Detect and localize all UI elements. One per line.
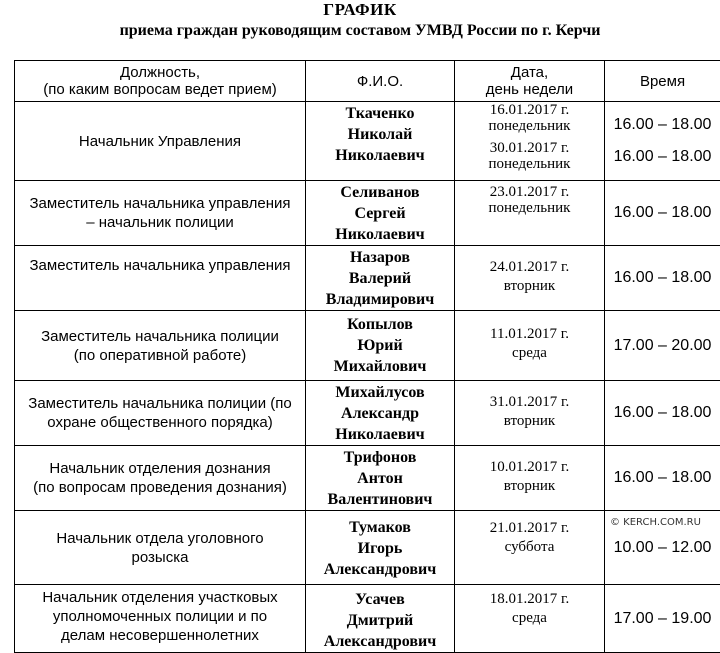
position-cell: [15, 381, 306, 446]
date-cell: [455, 511, 605, 585]
name-line: Валерий: [308, 268, 452, 289]
name-line: Юрий: [308, 335, 452, 356]
name-line: Михайлович: [308, 356, 452, 377]
time-cell: [605, 246, 720, 311]
position-line: уполномоченных полиции и по: [17, 607, 303, 626]
date-cell: [455, 311, 605, 381]
position-cell: [15, 511, 306, 585]
date-cell: [455, 246, 605, 311]
name-cell: [306, 585, 455, 653]
name-line: Антон: [308, 468, 452, 489]
column-header-position-line: (по каким вопросам ведет прием): [17, 81, 303, 98]
table-row: [15, 381, 720, 446]
weekday-line: суббота: [457, 538, 602, 557]
column-header-position-line: Должность,: [17, 64, 303, 81]
column-header-date-line: Дата,: [457, 64, 602, 81]
position-cell: [15, 181, 306, 246]
position-line: (по вопросам проведения дознания): [17, 478, 303, 497]
position-line: Заместитель начальника управления: [17, 256, 303, 275]
position-line: делам несовершеннолетних: [17, 626, 303, 645]
position-line: Заместитель начальника полиции: [17, 327, 303, 346]
name-line: Усачев: [308, 589, 452, 610]
name-line: Александр: [308, 403, 452, 424]
position-line: Начальник отделения участковых: [17, 588, 303, 607]
position-cell: [15, 446, 306, 511]
table-row: [15, 181, 720, 246]
time-line: 16.00 – 18.00: [607, 115, 718, 135]
name-cell: [306, 311, 455, 381]
time-line: 16.00 – 18.00: [607, 403, 718, 423]
name-line: Николаевич: [308, 145, 452, 166]
position-cell: [15, 246, 306, 311]
table-header-row: [15, 61, 720, 102]
date-line: 21.01.2017 г.: [457, 519, 602, 538]
position-line: Заместитель начальника полиции (по: [17, 394, 303, 413]
name-cell: [306, 446, 455, 511]
time-line: 17.00 – 19.00: [607, 609, 718, 629]
date-line: 31.01.2017 г.: [457, 393, 602, 412]
name-line: Копылов: [308, 314, 452, 335]
time-line: 16.00 – 18.00: [607, 268, 718, 288]
name-line: Трифонов: [308, 447, 452, 468]
date-line: 24.01.2017 г.: [457, 258, 602, 277]
name-line: Дмитрий: [308, 610, 452, 631]
time-cell: [605, 102, 720, 181]
time-cell: [605, 181, 720, 246]
column-header-date-line: день недели: [457, 81, 602, 98]
time-line: 16.00 – 18.00: [607, 203, 718, 223]
position-line: Начальник Управления: [17, 132, 303, 151]
page-title: ГРАФИК: [0, 0, 720, 20]
time-line: 16.00 – 18.00: [607, 468, 718, 488]
date-line: 16.01.2017 г.: [457, 102, 602, 118]
name-cell: [306, 102, 455, 181]
name-line: Николаевич: [308, 424, 452, 445]
time-line: 16.00 – 18.00: [607, 147, 718, 167]
name-cell: [306, 511, 455, 585]
position-cell: [15, 102, 306, 181]
date-line: 30.01.2017 г.: [457, 140, 602, 156]
table-row: [15, 102, 720, 181]
name-line: Тумаков: [308, 517, 452, 538]
column-header-position: [15, 61, 306, 102]
weekday-line: понедельник: [457, 200, 602, 216]
column-header-time: Время: [605, 61, 720, 102]
date-cell: [455, 102, 605, 181]
position-line: розыска: [17, 548, 303, 567]
time-line: 10.00 – 12.00: [607, 538, 718, 558]
position-line: Начальник отделения дознания: [17, 459, 303, 478]
name-line: Александрович: [308, 631, 452, 652]
name-line: Сергей: [308, 203, 452, 224]
date-cell: [455, 585, 605, 653]
time-cell: [605, 311, 720, 381]
weekday-line: понедельник: [457, 156, 602, 172]
column-header-name: Ф.И.О.: [306, 61, 455, 102]
table-row: [15, 246, 720, 311]
name-line: Игорь: [308, 538, 452, 559]
watermark: © KERCH.COM.RU: [608, 515, 720, 530]
name-line: Николаевич: [308, 224, 452, 245]
page-subtitle: приема граждан руководящим составом УМВД России по г. Керчи: [0, 21, 720, 41]
name-line: Николай: [308, 124, 452, 145]
name-cell: [306, 381, 455, 446]
date-line: 18.01.2017 г.: [457, 590, 602, 609]
position-line: – начальник полиции: [17, 213, 303, 232]
date-line: 11.01.2017 г.: [457, 325, 602, 344]
table-row: [15, 585, 720, 653]
weekday-line: вторник: [457, 412, 602, 431]
name-line: Александрович: [308, 559, 452, 580]
table-row: [15, 311, 720, 381]
time-cell: [605, 446, 720, 511]
weekday-line: вторник: [457, 477, 602, 496]
weekday-line: вторник: [457, 277, 602, 296]
position-line: Начальник отдела уголовного: [17, 529, 303, 548]
table-row: [15, 446, 720, 511]
position-cell: [15, 585, 306, 653]
column-header-date: [455, 61, 605, 102]
date-cell: [455, 381, 605, 446]
weekday-line: среда: [457, 344, 602, 363]
position-line: (по оперативной работе): [17, 346, 303, 365]
weekday-line: понедельник: [457, 118, 602, 134]
name-line: Валентинович: [308, 489, 452, 510]
name-line: Михайлусов: [308, 382, 452, 403]
time-cell: [605, 585, 720, 653]
name-cell: [306, 181, 455, 246]
name-cell: [306, 246, 455, 311]
name-line: Ткаченко: [308, 103, 452, 124]
position-line: охране общественного порядка): [17, 413, 303, 432]
name-line: Владимирович: [308, 289, 452, 310]
position-line: Заместитель начальника управления: [17, 194, 303, 213]
name-line: Селиванов: [308, 182, 452, 203]
schedule-table: [14, 60, 720, 653]
time-line: 17.00 – 20.00: [607, 336, 718, 356]
date-cell: [455, 446, 605, 511]
name-line: Назаров: [308, 247, 452, 268]
position-cell: [15, 311, 306, 381]
weekday-line: среда: [457, 609, 602, 628]
date-line: 10.01.2017 г.: [457, 458, 602, 477]
date-cell: [455, 181, 605, 246]
time-cell: [605, 381, 720, 446]
date-line: 23.01.2017 г.: [457, 184, 602, 200]
